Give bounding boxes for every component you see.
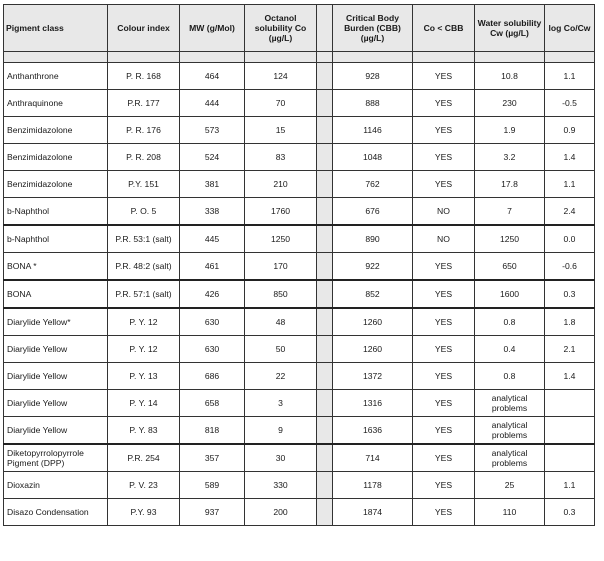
water-solubility-cell: 10.8 — [475, 63, 545, 90]
water-solubility-cell: analytical problems — [475, 390, 545, 417]
mw-cell: 381 — [180, 171, 245, 198]
octanol-solubility-cell: 22 — [245, 363, 317, 390]
pigment-cell: b-Naphthol — [4, 198, 108, 226]
colour-index-cell: P. Y. 12 — [108, 308, 180, 336]
header-colour-index: Colour index — [108, 5, 180, 52]
cbb-cell: 1874 — [333, 499, 413, 526]
gap-cell — [317, 280, 333, 308]
log-co-cw-cell: 0.3 — [545, 499, 595, 526]
header-log-co-cw: log Co/Cw — [545, 5, 595, 52]
mw-cell: 937 — [180, 499, 245, 526]
gap-cell — [317, 417, 333, 445]
pigment-cell: Diarylide Yellow* — [4, 308, 108, 336]
table-row — [4, 144, 595, 171]
co-cbb-cell: YES — [413, 253, 475, 281]
colour-index-cell: P. R. 168 — [108, 63, 180, 90]
cbb-cell: 1260 — [333, 308, 413, 336]
gap-cell — [317, 363, 333, 390]
water-solubility-cell: 1250 — [475, 225, 545, 253]
header-octanol-solubility: Octanol solubility Co (µg/L) — [245, 5, 317, 52]
co-cbb-cell: YES — [413, 117, 475, 144]
log-co-cw-cell: 1.4 — [545, 363, 595, 390]
gap-cell — [317, 63, 333, 90]
co-cbb-cell: YES — [413, 336, 475, 363]
octanol-solubility-cell: 850 — [245, 280, 317, 308]
octanol-solubility-cell: 30 — [245, 444, 317, 472]
table-row — [4, 417, 595, 445]
mw-cell: 658 — [180, 390, 245, 417]
mw-cell: 357 — [180, 444, 245, 472]
table-row — [4, 390, 595, 417]
header-cbb: Critical Body Burden (CBB) (µg/L) — [333, 5, 413, 52]
mw-cell: 445 — [180, 225, 245, 253]
log-co-cw-cell: 0.3 — [545, 280, 595, 308]
octanol-solubility-cell: 200 — [245, 499, 317, 526]
pigment-cell: Diketopyrrolopyrrole Pigment (DPP) — [4, 444, 108, 472]
mw-cell: 630 — [180, 308, 245, 336]
water-solubility-cell: 0.8 — [475, 308, 545, 336]
pigment-cell: b-Naphthol — [4, 225, 108, 253]
pigment-cell: Benzimidazolone — [4, 117, 108, 144]
mw-cell: 630 — [180, 336, 245, 363]
gap-cell — [317, 90, 333, 117]
water-solubility-cell: analytical problems — [475, 444, 545, 472]
pigment-cell: Diarylide Yellow — [4, 363, 108, 390]
cbb-cell: 888 — [333, 90, 413, 117]
colour-index-cell: P.R. 48:2 (salt) — [108, 253, 180, 281]
cbb-cell: 1260 — [333, 336, 413, 363]
colour-index-cell: P.R. 53:1 (salt) — [108, 225, 180, 253]
co-cbb-cell: YES — [413, 171, 475, 198]
table-row — [4, 280, 595, 308]
water-solubility-cell: analytical problems — [475, 417, 545, 445]
octanol-solubility-cell: 1760 — [245, 198, 317, 226]
colour-index-cell: P.Y. 93 — [108, 499, 180, 526]
colour-index-cell: P. O. 5 — [108, 198, 180, 226]
cbb-cell: 1048 — [333, 144, 413, 171]
gap-cell — [317, 144, 333, 171]
pigment-cell: Anthraquinone — [4, 90, 108, 117]
water-solubility-cell: 1.9 — [475, 117, 545, 144]
gap-cell — [317, 253, 333, 281]
table-row — [4, 472, 595, 499]
co-cbb-cell: YES — [413, 472, 475, 499]
colour-index-cell: P.R. 57:1 (salt) — [108, 280, 180, 308]
colour-index-cell: P. R. 176 — [108, 117, 180, 144]
octanol-solubility-cell: 9 — [245, 417, 317, 445]
table-row — [4, 225, 595, 253]
log-co-cw-cell — [545, 417, 595, 445]
water-solubility-cell: 110 — [475, 499, 545, 526]
header-spacer-row — [4, 52, 595, 63]
octanol-solubility-cell: 3 — [245, 390, 317, 417]
pigment-solubility-table-container — [3, 4, 594, 558]
pigment-cell: Dioxazin — [4, 472, 108, 499]
pigment-cell: Benzimidazolone — [4, 171, 108, 198]
co-cbb-cell: YES — [413, 363, 475, 390]
mw-cell: 524 — [180, 144, 245, 171]
octanol-solubility-cell: 210 — [245, 171, 317, 198]
mw-cell: 818 — [180, 417, 245, 445]
log-co-cw-cell: -0.6 — [545, 253, 595, 281]
gap-cell — [317, 390, 333, 417]
co-cbb-cell: YES — [413, 280, 475, 308]
table-row — [4, 499, 595, 526]
log-co-cw-cell: 1.4 — [545, 144, 595, 171]
octanol-solubility-cell: 50 — [245, 336, 317, 363]
pigment-cell: Diarylide Yellow — [4, 336, 108, 363]
co-cbb-cell: YES — [413, 144, 475, 171]
table-row — [4, 198, 595, 226]
mw-cell: 686 — [180, 363, 245, 390]
pigment-cell: BONA — [4, 280, 108, 308]
octanol-solubility-cell: 170 — [245, 253, 317, 281]
cbb-cell: 1636 — [333, 417, 413, 445]
colour-index-cell: P.R. 177 — [108, 90, 180, 117]
water-solubility-cell: 3.2 — [475, 144, 545, 171]
co-cbb-cell: YES — [413, 308, 475, 336]
water-solubility-cell: 25 — [475, 472, 545, 499]
cbb-cell: 890 — [333, 225, 413, 253]
cbb-cell: 1316 — [333, 390, 413, 417]
octanol-solubility-cell: 48 — [245, 308, 317, 336]
co-cbb-cell: NO — [413, 198, 475, 226]
gap-cell — [317, 308, 333, 336]
header-gap — [317, 5, 333, 52]
gap-cell — [317, 336, 333, 363]
table-row — [4, 63, 595, 90]
octanol-solubility-cell: 70 — [245, 90, 317, 117]
log-co-cw-cell: 0.9 — [545, 117, 595, 144]
cbb-cell: 762 — [333, 171, 413, 198]
pigment-solubility-table — [3, 4, 595, 526]
colour-index-cell: P. R. 208 — [108, 144, 180, 171]
colour-index-cell: P. V. 23 — [108, 472, 180, 499]
table-row — [4, 117, 595, 144]
gap-cell — [317, 499, 333, 526]
mw-cell: 464 — [180, 63, 245, 90]
mw-cell: 444 — [180, 90, 245, 117]
log-co-cw-cell: 1.8 — [545, 308, 595, 336]
cbb-cell: 852 — [333, 280, 413, 308]
header-co-cbb: Co < CBB — [413, 5, 475, 52]
cbb-cell: 1146 — [333, 117, 413, 144]
log-co-cw-cell: 1.1 — [545, 63, 595, 90]
mw-cell: 338 — [180, 198, 245, 226]
octanol-solubility-cell: 124 — [245, 63, 317, 90]
cbb-cell: 1372 — [333, 363, 413, 390]
water-solubility-cell: 0.4 — [475, 336, 545, 363]
colour-index-cell: P. Y. 13 — [108, 363, 180, 390]
octanol-solubility-cell: 83 — [245, 144, 317, 171]
co-cbb-cell: YES — [413, 417, 475, 445]
mw-cell: 426 — [180, 280, 245, 308]
octanol-solubility-cell: 15 — [245, 117, 317, 144]
table-row — [4, 308, 595, 336]
pigment-cell: Diarylide Yellow — [4, 390, 108, 417]
header-mw: MW (g/Mol) — [180, 5, 245, 52]
water-solubility-cell: 1600 — [475, 280, 545, 308]
gap-cell — [317, 198, 333, 226]
log-co-cw-cell — [545, 390, 595, 417]
cbb-cell: 928 — [333, 63, 413, 90]
header-row — [4, 5, 595, 52]
colour-index-cell: P.R. 254 — [108, 444, 180, 472]
co-cbb-cell: YES — [413, 390, 475, 417]
octanol-solubility-cell: 1250 — [245, 225, 317, 253]
co-cbb-cell: YES — [413, 90, 475, 117]
log-co-cw-cell: 2.4 — [545, 198, 595, 226]
mw-cell: 461 — [180, 253, 245, 281]
octanol-solubility-cell: 330 — [245, 472, 317, 499]
log-co-cw-cell: -0.5 — [545, 90, 595, 117]
gap-cell — [317, 472, 333, 499]
colour-index-cell: P.Y. 151 — [108, 171, 180, 198]
water-solubility-cell: 7 — [475, 198, 545, 226]
gap-cell — [317, 444, 333, 472]
pigment-cell: Benzimidazolone — [4, 144, 108, 171]
table-row — [4, 363, 595, 390]
water-solubility-cell: 0.8 — [475, 363, 545, 390]
co-cbb-cell: YES — [413, 63, 475, 90]
cbb-cell: 714 — [333, 444, 413, 472]
gap-cell — [317, 117, 333, 144]
table-row — [4, 90, 595, 117]
colour-index-cell: P. Y. 14 — [108, 390, 180, 417]
co-cbb-cell: YES — [413, 499, 475, 526]
water-solubility-cell: 650 — [475, 253, 545, 281]
gap-cell — [317, 225, 333, 253]
colour-index-cell: P. Y. 12 — [108, 336, 180, 363]
mw-cell: 573 — [180, 117, 245, 144]
log-co-cw-cell: 1.1 — [545, 472, 595, 499]
co-cbb-cell: NO — [413, 225, 475, 253]
pigment-cell: Diarylide Yellow — [4, 417, 108, 445]
header-pigment-class: Pigment class — [4, 5, 108, 52]
table-row — [4, 444, 595, 472]
log-co-cw-cell — [545, 444, 595, 472]
table-row — [4, 253, 595, 281]
log-co-cw-cell: 2.1 — [545, 336, 595, 363]
water-solubility-cell: 230 — [475, 90, 545, 117]
table-body — [4, 63, 595, 526]
table-row — [4, 336, 595, 363]
co-cbb-cell: YES — [413, 444, 475, 472]
pigment-cell: BONA * — [4, 253, 108, 281]
table-row — [4, 171, 595, 198]
pigment-cell: Anthanthrone — [4, 63, 108, 90]
cbb-cell: 922 — [333, 253, 413, 281]
header-water-solubility: Water solubility Cw (µg/L) — [475, 5, 545, 52]
cbb-cell: 676 — [333, 198, 413, 226]
water-solubility-cell: 17.8 — [475, 171, 545, 198]
pigment-cell: Disazo Condensation — [4, 499, 108, 526]
colour-index-cell: P. Y. 83 — [108, 417, 180, 445]
cbb-cell: 1178 — [333, 472, 413, 499]
mw-cell: 589 — [180, 472, 245, 499]
log-co-cw-cell: 0.0 — [545, 225, 595, 253]
gap-cell — [317, 171, 333, 198]
log-co-cw-cell: 1.1 — [545, 171, 595, 198]
